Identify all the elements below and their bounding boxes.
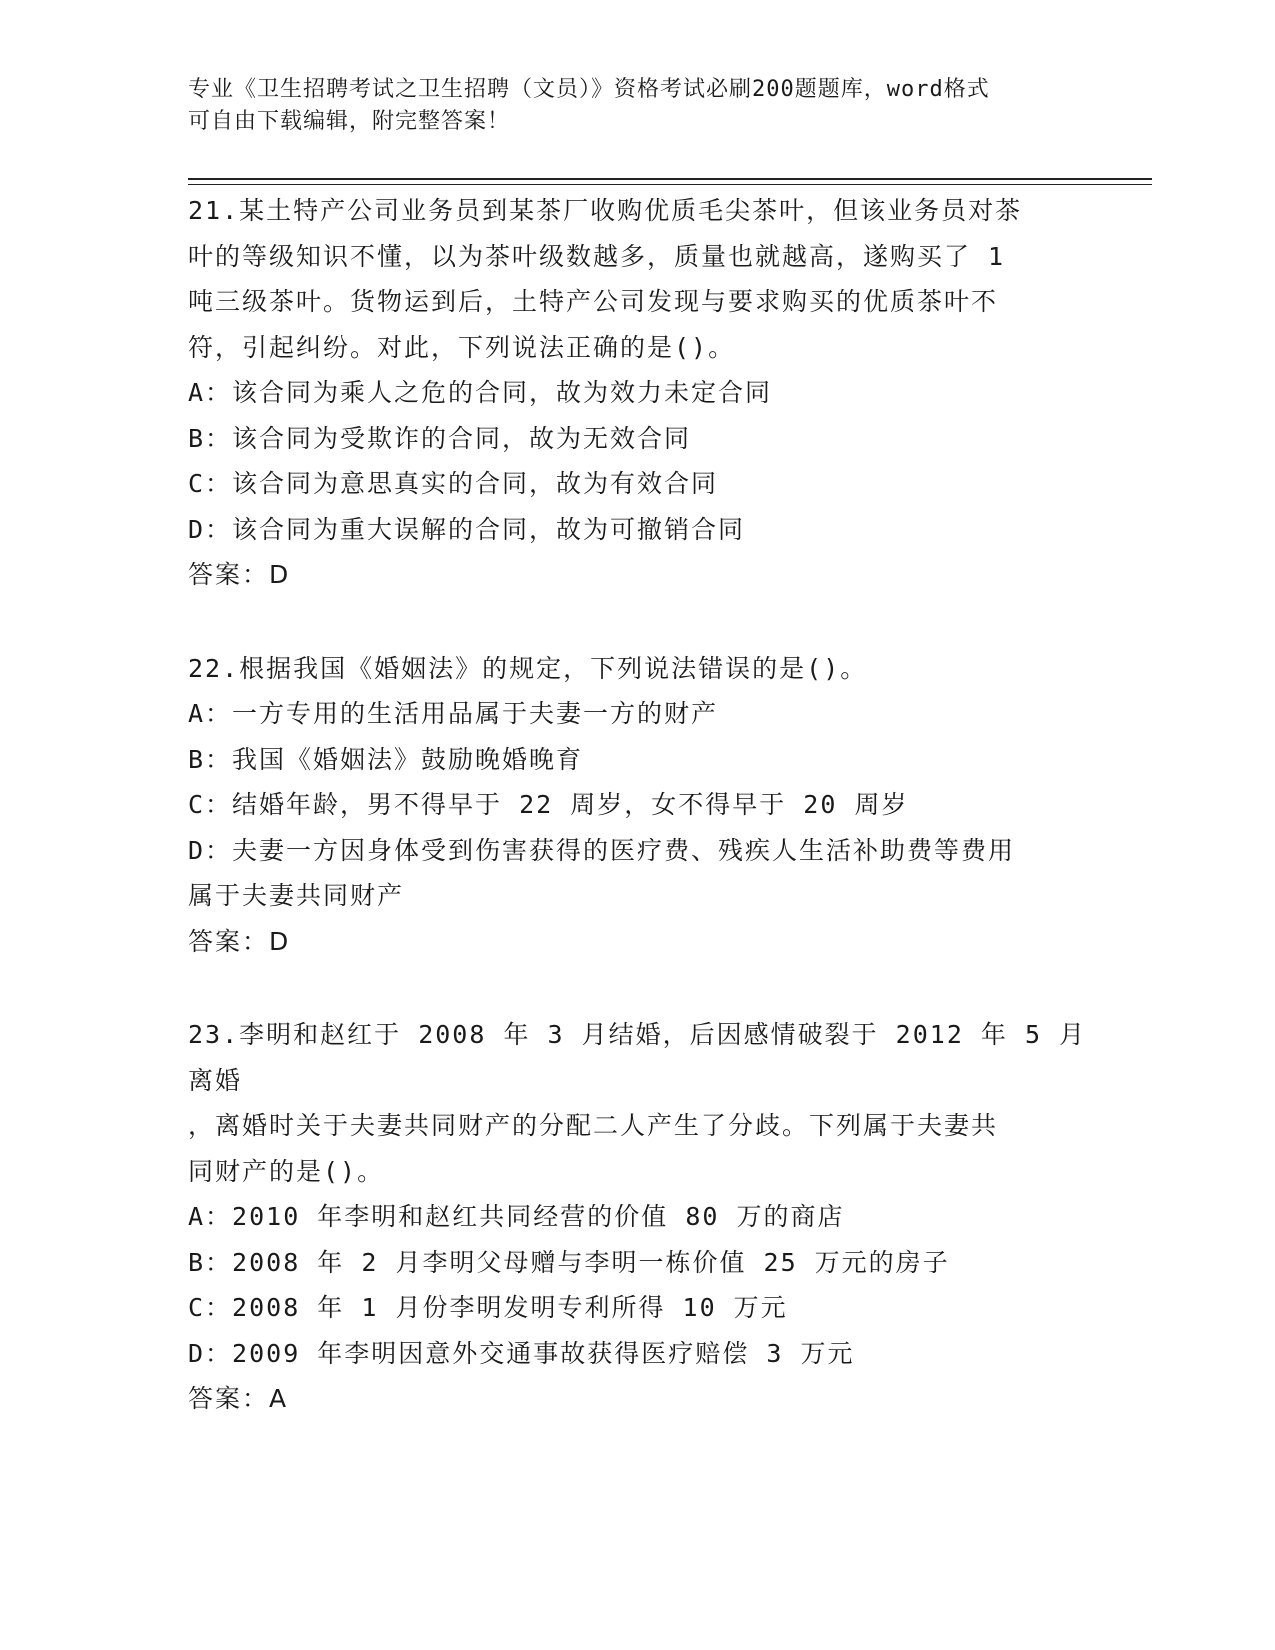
question-stem-line: 22.根据我国《婚姻法》的规定，下列说法错误的是()。 [188, 653, 868, 683]
option-a: A：2010 年李明和赵红共同经营的价值 80 万的商店 [188, 1202, 845, 1231]
header-divider-thin [188, 184, 1152, 185]
question-23 [188, 1012, 1088, 1422]
option-d: D：该合同为重大误解的合同，故为可撤销合同 [188, 514, 746, 544]
option-c: C：结婚年龄，男不得早于 22 周岁，女不得早于 20 周岁 [188, 790, 909, 819]
question-22 [188, 646, 1088, 965]
header-divider-thick [188, 178, 1152, 180]
option-d: D：2009 年李明因意外交通事故获得医疗赔偿 3 万元 [188, 1338, 855, 1368]
header-line-1: 专业《卫生招聘考试之卫生招聘（文员）》资格考试必刷200题题库，word格式 [188, 77, 990, 102]
option-d: D：夫妻一方因身体受到伤害获得的医疗费、残疾人生活补助费等费用 [188, 835, 1016, 865]
option-c: C：该合同为意思真实的合同，故为有效合同 [188, 469, 719, 498]
header-line-2: 可自由下载编辑，附完整答案！ [188, 109, 511, 134]
question-stem-line: 符，引起纠纷。对此，下列说法正确的是()。 [188, 332, 736, 362]
question-stem-line: ，离婚时关于夫妻共同财产的分配二人产生了分歧。下列属于夫妻共 [188, 1111, 999, 1140]
question-stem-line: 23.李明和赵红于 2008 年 3 月结婚，后因感情破裂于 2012 年 5 月离婚 [188, 1020, 1087, 1095]
option-c: C：2008 年 1 月份李明发明专利所得 10 万元 [188, 1293, 788, 1322]
answer-label: 答案：D [188, 926, 291, 956]
question-stem-line: 吨三级茶叶。货物运到后，土特产公司发现与要求购买的优质茶叶不 [188, 287, 999, 316]
option-a: A：该合同为乘人之危的合同，故为效力未定合同 [188, 378, 773, 407]
option-d-continued: 属于夫妻共同财产 [188, 881, 405, 910]
answer-label: 答案：A [188, 1384, 289, 1413]
question-stem-line: 同财产的是()。 [188, 1156, 385, 1186]
option-b: B：该合同为受欺诈的合同，故为无效合同 [188, 423, 692, 453]
question-list [188, 188, 1088, 1470]
question-21 [188, 188, 1088, 598]
option-b: B：我国《婚姻法》鼓励晚婚晚育 [188, 744, 584, 774]
question-stem-line: 21.某土特产公司业务员到某茶厂收购优质毛尖茶叶，但该业务员对茶 [188, 196, 1023, 225]
option-b: B：2008 年 2 月李明父母赠与李明一栋价值 25 万元的房子 [188, 1247, 950, 1277]
question-stem-line: 叶的等级知识不懂，以为茶叶级数越多，质量也就越高，遂购买了 1 [188, 241, 1006, 271]
answer-label: 答案：D [188, 560, 291, 589]
document-header [188, 74, 1068, 138]
option-a: A：一方专用的生活用品属于夫妻一方的财产 [188, 699, 719, 728]
